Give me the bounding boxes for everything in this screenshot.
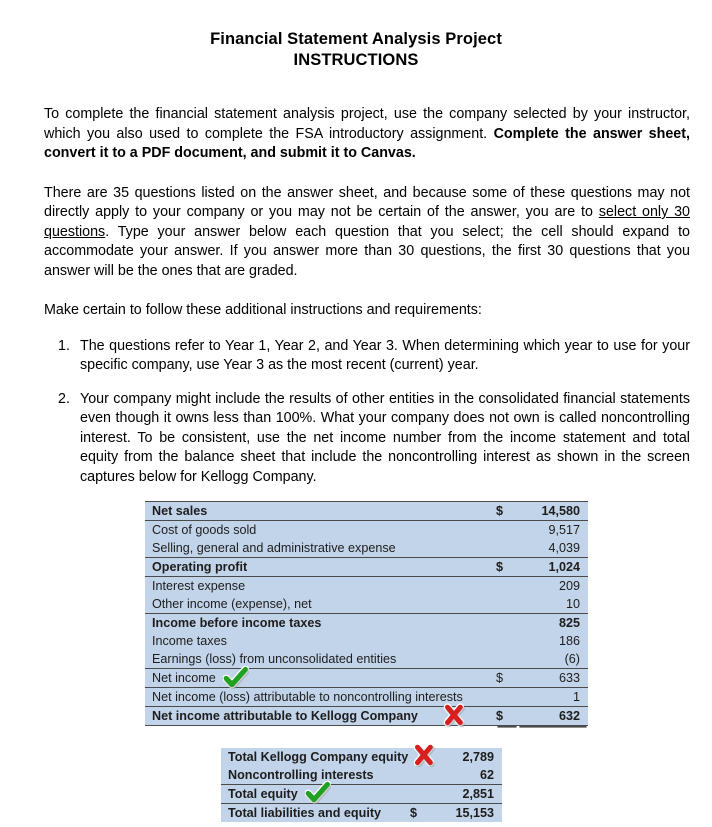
row-value: 10 bbox=[518, 595, 588, 614]
row-label: Other income (expense), net bbox=[145, 595, 496, 614]
income-statement-capture bbox=[145, 501, 588, 726]
row-value: 632 bbox=[518, 707, 588, 726]
row-currency: $ bbox=[496, 707, 518, 726]
row-value: 209 bbox=[518, 577, 588, 596]
row-currency bbox=[496, 577, 518, 596]
row-value: 633 bbox=[518, 669, 588, 688]
row-value: (6) bbox=[518, 650, 588, 669]
list-item-text: Your company might include the results of other entities in the consolidated financial statements even though it owns less than 100%. What your company does not own is called noncontrolling interest. To be consistent, use the net income number from the income statement and total equity from the balance sheet that include the noncontrolling interest as shown in the screen captures below for Kellogg Company. bbox=[80, 390, 690, 485]
row-label bbox=[221, 748, 410, 766]
equity-capture bbox=[221, 748, 502, 822]
row-currency bbox=[496, 632, 518, 650]
row-label bbox=[221, 785, 410, 804]
list-item-marker: 1. bbox=[58, 337, 70, 354]
income-statement-table bbox=[145, 501, 588, 726]
row-label: Income before income taxes bbox=[145, 614, 496, 633]
requirements-list bbox=[44, 337, 690, 488]
row-value: 15,153 bbox=[432, 804, 502, 823]
table-row bbox=[145, 558, 588, 577]
row-label: Net income (loss) attributable to noncontrolling interests bbox=[145, 688, 496, 707]
row-value: 825 bbox=[518, 614, 588, 633]
page-title-line-1: Financial Statement Analysis Project bbox=[210, 30, 502, 48]
row-label: Total liabilities and equity bbox=[221, 804, 410, 823]
row-label-text: Total equity bbox=[228, 787, 298, 801]
row-currency: $ bbox=[410, 804, 432, 823]
intro-paragraph bbox=[44, 105, 690, 164]
row-currency bbox=[496, 650, 518, 669]
intro-emphasis: Complete the answer sheet, convert it to a PDF document, and submit it to Canvas. bbox=[44, 125, 690, 161]
table-row bbox=[145, 595, 588, 614]
row-label bbox=[145, 669, 496, 688]
table-row bbox=[145, 632, 588, 650]
green-check-icon bbox=[305, 781, 331, 805]
table-row bbox=[221, 804, 502, 823]
row-label-text: Net income bbox=[152, 671, 216, 685]
table-row bbox=[145, 614, 588, 633]
table-row bbox=[145, 707, 588, 726]
row-currency bbox=[410, 785, 432, 804]
row-currency: $ bbox=[496, 502, 518, 521]
row-value: 2,851 bbox=[432, 785, 502, 804]
document-header bbox=[0, 0, 712, 71]
document-body bbox=[0, 105, 712, 487]
table-row bbox=[221, 785, 502, 804]
row-value: 4,039 bbox=[518, 539, 588, 558]
questions-underlined-phrase: select only 30 questions bbox=[44, 204, 691, 240]
list-item-marker: 2. bbox=[58, 390, 70, 407]
questions-text-start: There are 35 questions listed on the answer sheet, and because some of these questions may not directly apply to your company or you may not be certain of the answer, you are to bbox=[44, 184, 690, 220]
row-value: 186 bbox=[518, 632, 588, 650]
row-currency bbox=[496, 688, 518, 707]
table-row bbox=[145, 669, 588, 688]
row-value: 1,024 bbox=[518, 558, 588, 577]
table-row bbox=[145, 539, 588, 558]
table-row bbox=[221, 766, 502, 785]
row-currency bbox=[496, 614, 518, 633]
list-item-text: The questions refer to Year 1, Year 2, and Year 3. When determining which year to use for your specific company, use Year 3 as the most recent (current) year. bbox=[80, 337, 690, 373]
row-label: Selling, general and administrative expense bbox=[145, 539, 496, 558]
red-x-icon bbox=[441, 703, 467, 727]
row-label: Net sales bbox=[145, 502, 496, 521]
row-value: 9,517 bbox=[518, 521, 588, 540]
list-item bbox=[44, 390, 690, 488]
page-title-line-2: INSTRUCTIONS bbox=[293, 51, 419, 69]
row-value: 2,789 bbox=[432, 748, 502, 766]
table-row bbox=[145, 521, 588, 540]
row-value: 62 bbox=[432, 766, 502, 785]
additional-instructions-lead-in: Make certain to follow these additional instructions and requirements: bbox=[44, 302, 482, 318]
row-label-text: Net income attributable to Kellogg Company bbox=[152, 709, 418, 723]
row-label bbox=[145, 707, 496, 726]
row-label: Income taxes bbox=[145, 632, 496, 650]
row-label: Earnings (loss) from unconsolidated entities bbox=[145, 650, 496, 669]
intro-text: To complete the financial statement analysis project, use the company selected by your instructor, which you also used to complete the FSA introductory assignment. bbox=[44, 106, 690, 142]
row-currency: $ bbox=[496, 558, 518, 577]
table-row bbox=[221, 748, 502, 766]
list-item bbox=[44, 337, 690, 376]
row-currency bbox=[496, 539, 518, 558]
row-currency bbox=[410, 766, 432, 785]
row-label: Interest expense bbox=[145, 577, 496, 596]
table-row bbox=[145, 650, 588, 669]
row-label: Cost of goods sold bbox=[145, 521, 496, 540]
row-currency bbox=[410, 748, 432, 766]
questions-text-end: . Type your answer below each question that you select; the cell should expand to accommodate your answer. If you answer more than 30 questions, the first 30 questions that you answer will be the ones that are graded. bbox=[44, 223, 690, 279]
equity-table bbox=[221, 748, 502, 822]
row-value: 1 bbox=[518, 688, 588, 707]
questions-paragraph bbox=[44, 184, 690, 282]
row-currency bbox=[496, 595, 518, 614]
table-row bbox=[145, 502, 588, 521]
row-currency bbox=[496, 521, 518, 540]
table-row bbox=[145, 688, 588, 707]
row-label: Operating profit bbox=[145, 558, 496, 577]
row-label: Noncontrolling interests bbox=[221, 766, 410, 785]
green-check-icon bbox=[223, 666, 249, 690]
row-label-text: Total Kellogg Company equity bbox=[228, 750, 409, 764]
table-row bbox=[145, 577, 588, 596]
row-currency: $ bbox=[496, 669, 518, 688]
row-value: 14,580 bbox=[518, 502, 588, 521]
